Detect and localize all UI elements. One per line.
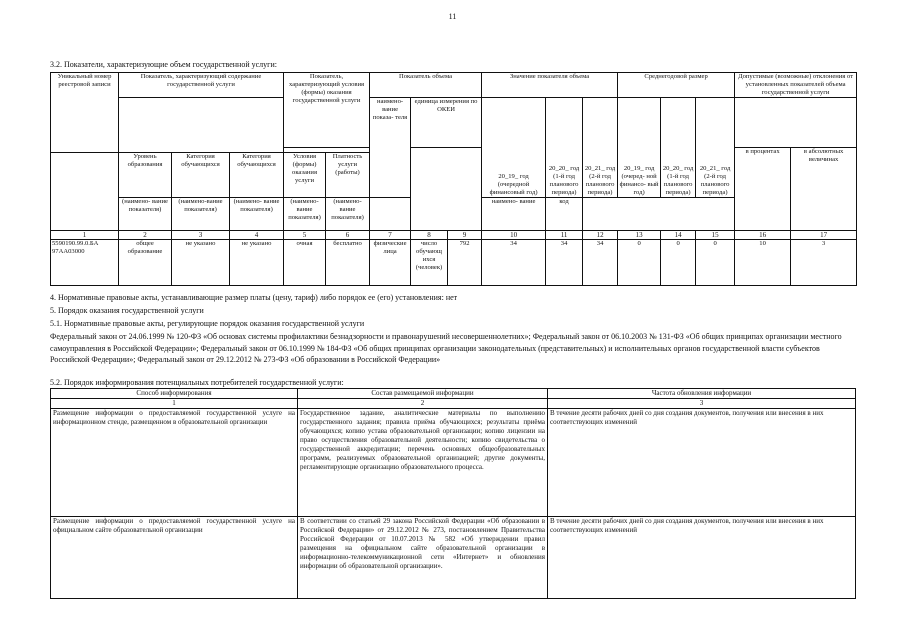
cell-value-year-1: 34 xyxy=(482,240,546,286)
cell-information-content: Государственное задание, аналитические материалы по выполнению государственного задания; правила приёма обучающихся; результаты приёма обучающихся; копию устава образовательной организации; копию лицензии на право осуществления образовательной деятельности; копию свидетельства о государственной аккредитации; перечень основных общеобразовательных программ, реализуемых образовательной организацией; другие документы, регламентирующие организацию образовательного процесса. xyxy=(298,409,548,517)
cell-value-year-2: 34 xyxy=(546,240,583,286)
header-payment: Платность услуги (работы) xyxy=(326,153,370,198)
column-number: 10 xyxy=(482,231,546,240)
column-number: 3 xyxy=(548,399,856,409)
column-number: 8 xyxy=(411,231,448,240)
cell-service-form: очная xyxy=(284,240,326,286)
column-number: 13 xyxy=(618,231,661,240)
header-volume-indicator: Показатель объема xyxy=(370,73,482,98)
header-informing-method: Способ информирования xyxy=(51,389,298,399)
column-number: 1 xyxy=(51,231,119,240)
laws-text: Федеральный закон от 24.06.1999 № 120-ФЗ «Об основах системы профилактики безнадзорности и правонарушений несовершеннолетних»; Федеральный закон от 06.10.2003 № 131-ФЗ «Об общих принципах организации местного самоуправления в Российской Федерации»; Федеральный закон от 06.10.1999 № 184-ФЗ «Об общих принципах организации законодательных (представительных) и исполнительных органов государственной власти субъектов Российской Федерации»; Федеральный закон от 29.12.2012 № 273-ФЗ «Об образовании в Российской Федерации» xyxy=(50,332,842,364)
column-number: 11 xyxy=(546,231,583,240)
section-3-2-title: 3.2. Показатели, характеризующие объем государственной услуги: xyxy=(50,60,277,69)
column-number: 3 xyxy=(172,231,230,240)
cell-payment: бесплатно xyxy=(326,240,370,286)
header-student-category-2: Категория обучающихся xyxy=(230,153,284,198)
cell-average-year-2: 0 xyxy=(661,240,696,286)
header-average-year-1: 20_19_ год (очеред- ной финансо- вый год) xyxy=(618,98,661,198)
header-unit-code: код xyxy=(546,198,583,231)
cell-deviation-absolute: 3 xyxy=(791,240,857,286)
header-indicator-name-1: (наимено- вание показателя) xyxy=(119,198,172,231)
cell-unit-name: число обучающ ихся (человек) xyxy=(411,240,448,286)
column-number: 9 xyxy=(448,231,482,240)
header-volume-value: Значение показателя объема xyxy=(482,73,618,98)
header-service-form: Условия (формы) оказания услуги xyxy=(284,153,326,198)
header-indicator-name-4: (наимено- вание показателя) xyxy=(284,198,326,231)
cell-informing-method: Размещение информации о предоставляемой государственной услуге на официальном сайте образовательной организации xyxy=(51,517,298,599)
cell-volume-name: физические лица xyxy=(370,240,411,286)
cell-update-frequency: В течение десяти рабочих дней со дня создания документов, получения или внесения в них соответствующих изменений xyxy=(548,409,856,517)
column-number: 4 xyxy=(230,231,284,240)
column-number: 5 xyxy=(284,231,326,240)
column-number: 17 xyxy=(791,231,857,240)
header-deviation-absolute: в абсолютных величинах xyxy=(791,148,857,231)
header-volume-name-blank xyxy=(370,198,411,231)
header-content-indicator: Показатель, характеризующий содержание государственной услуги xyxy=(119,73,284,98)
header-update-frequency: Частота обновления информации xyxy=(548,389,856,399)
header-value-year-3: 20_21_ год (2-й год планового периода) xyxy=(583,98,618,198)
header-deviation-percent: в процентах xyxy=(735,148,791,231)
header-unit-blank xyxy=(411,148,482,231)
cell-student-category-2: не указано xyxy=(230,240,284,286)
section-5-1-title: 5.1. Нормативные правовые акты, регулирующие порядок оказания государственной услуги xyxy=(50,319,365,328)
cell-average-year-1: 0 xyxy=(618,240,661,286)
table-row xyxy=(51,409,856,517)
header-conditions-indicator: Показатель, характеризующий условия (формы) оказания государственной услуги xyxy=(284,73,370,148)
column-number: 2 xyxy=(119,231,172,240)
column-number: 2 xyxy=(298,399,548,409)
column-number: 12 xyxy=(583,231,618,240)
header-indicator-name-5: (наимено- вание показателя) xyxy=(326,198,370,231)
header-student-category-1: Категория обучающихся xyxy=(172,153,230,198)
cell-informing-method: Размещение информации о предоставляемой государственной услуге на информационном стенде, размещенном в образовательной организации xyxy=(51,409,298,517)
header-indicator-name-3: (наимено- вание показателя) xyxy=(230,198,284,231)
header-volume-unit: единица измерения по ОКЕИ xyxy=(411,98,482,148)
header-average-year-2: 20_20_ год (1-й год планового периода) xyxy=(661,98,696,198)
header-deviation: Допустимые (возможные) отклонения от установленных показателей объема государственной услуги xyxy=(735,73,857,98)
cell-value-year-3: 34 xyxy=(583,240,618,286)
header-deviation-blank xyxy=(735,98,857,148)
column-number: 6 xyxy=(326,231,370,240)
column-number: 1 xyxy=(51,399,298,409)
section-5-title: 5. Порядок оказания государственной услуги xyxy=(50,306,204,315)
page-number: 11 xyxy=(448,12,457,21)
header-volume-name: наимено- вание показа- теля xyxy=(370,98,411,198)
cell-deviation-percent: 10 xyxy=(735,240,791,286)
cell-average-year-3: 0 xyxy=(696,240,735,286)
header-value-year-2: 20_20_ год (1-й год планового периода) xyxy=(546,98,583,198)
column-number: 16 xyxy=(735,231,791,240)
column-number: 15 xyxy=(696,231,735,240)
header-value-year-1: 20_19_ год (очередной финансовый год) xyxy=(482,98,546,198)
section-5-2-title: 5.2. Порядок информирования потенциальных потребителей государственной услуги: xyxy=(50,378,344,387)
header-information-content: Состав размещаемой информации xyxy=(298,389,548,399)
table-row xyxy=(51,517,856,599)
cell-education-level: общее образование xyxy=(119,240,172,286)
cell-student-category-1: не указано xyxy=(172,240,230,286)
header-average-size: Среднегодовой размер xyxy=(618,73,735,98)
header-registry-blank xyxy=(51,153,119,231)
header-unit-name: наимено- вание xyxy=(482,198,546,231)
cell-information-content: В соответствии со статьей 29 закона Российской Федерации «Об образовании в Российской Федерации» от 29.12.2012 № 273, постановлением Правительства Российской Федерации от 10.07.2013 № 582 «Об утверждении правил размещения на официальном сайте образовательной организации в информационно-телекоммуникационной сети «Интернет» и обновления информации об образовательной организации». xyxy=(298,517,548,599)
cell-registry-number: 5590190.99.0.БА 97АА03000 xyxy=(51,240,119,286)
header-education-level: Уровень образования xyxy=(119,153,172,198)
header-indicator-name-2: (наимено-вание показателя) xyxy=(172,198,230,231)
section-4-text: 4. Нормативные правовые акты, устанавливающие размер платы (цену, тариф) либо порядок ее (его) установления: нет xyxy=(50,293,458,302)
informing-table xyxy=(50,388,856,599)
cell-update-frequency: В течение десяти рабочих дней со дня создания документов, получения или внесения в них соответствующих изменений xyxy=(548,517,856,599)
column-number: 7 xyxy=(370,231,411,240)
header-registry-number: Уникальный номер реестровой записи xyxy=(51,73,119,153)
table-row xyxy=(51,240,857,286)
column-number: 14 xyxy=(661,231,696,240)
volume-indicators-table xyxy=(50,72,857,286)
header-content-blank xyxy=(119,98,284,153)
header-average-year-3: 20_21_ год (2-й год планового периода) xyxy=(696,98,735,198)
cell-unit-code: 792 xyxy=(448,240,482,286)
